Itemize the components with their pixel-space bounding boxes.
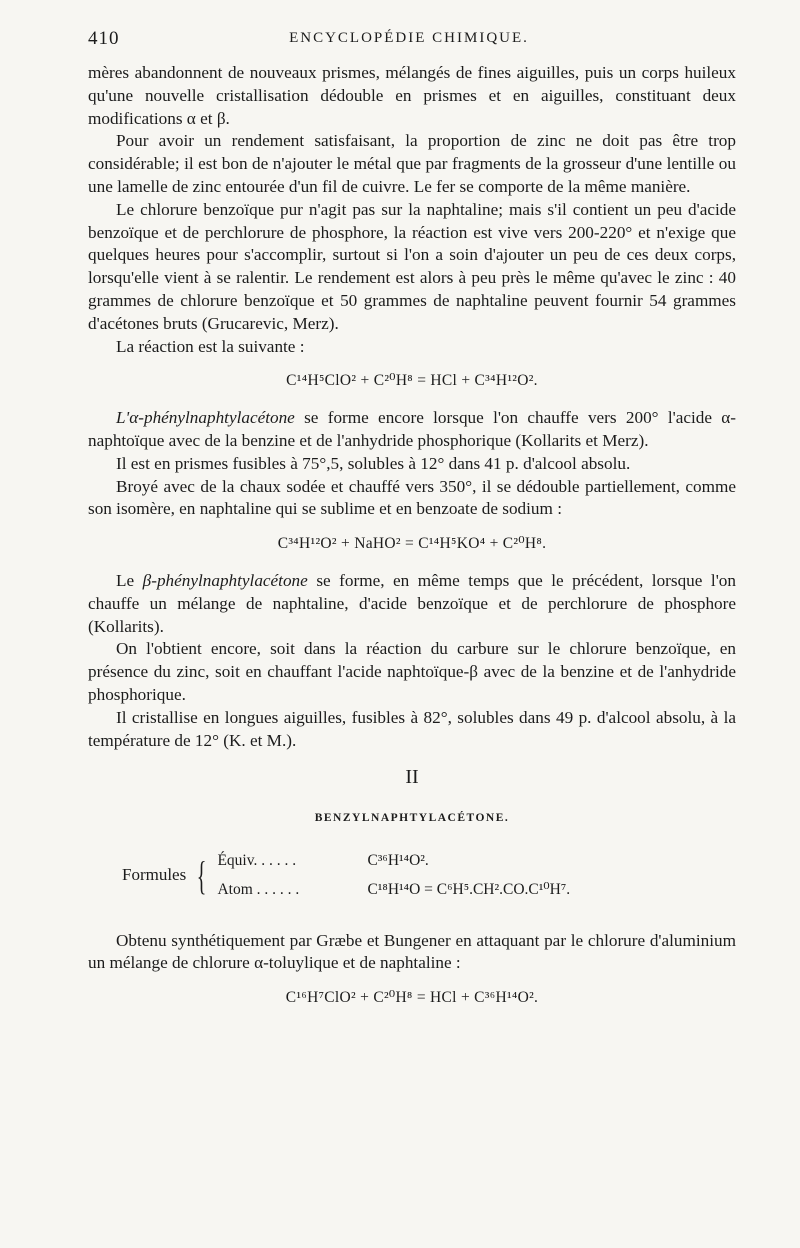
paragraph: La réaction est la suivante : (116, 336, 305, 356)
brace-glyph: { (197, 852, 207, 898)
paragraph (88, 407, 736, 453)
section-number: II (405, 766, 419, 789)
running-title: ENCYCLOPÉDIE CHIMIQUE. (289, 30, 529, 46)
paragraph: Il est en prismes fusibles à 75°,5, solubles à 12° dans 41 p. d'alcool absolu. (116, 453, 631, 473)
paragraph: Le chlorure benzoïque pur n'agit pas sur la naphtaline; mais s'il contient un peu d'acide benzoïque et de perchlorure de phosphore, la réaction est vive vers 200-220° et n'exige que quelques heures pour s'accomplir, surtout si l'on a soin d'ajouter un peu de ces deux corps, lorsqu'elle vient à se ralentir. Le rendement est alors à peu près le même qu'avec le zinc : 40 grammes de chlorure benzoïque et 50 grammes de naphtaline peuvent fournir 54 grammes d'acétones bruts (Grucarevic, Merz). (88, 199, 736, 333)
paragraph: Obtenu synthétiquement par Græbe et Bungener en attaquant par le chlorure d'aluminium un mélange de chlorure α-toluylique et de naphtaline : (88, 930, 736, 973)
compound-name: β-phénylnaphtylacétone (142, 570, 308, 590)
paragraph-text: Le (116, 570, 143, 590)
compound-name: L'α-phénylnaphtylacétone (116, 408, 295, 428)
paragraph: Broyé avec de la chaux sodée et chauffé vers 350°, il se dédouble partiellement, comme son isomère, en naphtaline qui se sublime et en benzoate de sodium : (88, 476, 736, 519)
paragraph: Il cristallise en longues aiguilles, fusibles à 82°, solubles dans 49 p. d'alcool absolu, à la température de 12° (K. et M.). (88, 707, 736, 750)
section-title: BENZYLNAPHTYLACÉTONE. (314, 812, 510, 825)
paragraph-text: se forme, en même temps que le précédent, lorsque l'on chauffe un mélange de naphtaline, d'acide benzoïque et de perchlorure de phosphore (Kollarits). (88, 570, 736, 636)
formulas-label: Formules (122, 865, 187, 885)
paragraph: mères abandonnent de nouveaux prismes, mélangés de fines aiguilles, puis un corps huileux qu'une nouvelle cristallisation dédouble en prismes et en aiguilles, constituant deux modifications α et β. (88, 63, 736, 128)
formula-value: C³⁶H¹⁴O². (367, 851, 429, 869)
page-body (88, 62, 736, 1024)
paragraph: On l'obtient encore, soit dans la réaction du carbure sur le chlorure benzoïque, en présence du zinc, soit en chauffant l'acide naphtoïque-β avec de la benzine et de l'anhydride phosphorique. (88, 639, 736, 704)
formula-row (217, 850, 570, 873)
paragraph: Pour avoir un rendement satisfaisant, la proportion de zinc ne doit pas être trop considérable; il est bon de n'ajouter le métal que par fragments de la grosseur d'une lentille ou une lamelle de zinc entourée d'un fil de cuivre. Le fer se comporte de la même manière. (88, 131, 736, 196)
formula-label: Atom . . . . . . (217, 880, 300, 898)
formula-value: C¹⁸H¹⁴O = C⁶H⁵.CH².CO.C¹⁰H⁷. (367, 880, 571, 898)
paragraph (88, 570, 736, 638)
formula-row (217, 879, 570, 902)
chemical-equation: C¹⁴H⁵ClO² + C²⁰H⁸ = HCl + C³⁴H¹²O². (286, 372, 538, 390)
paragraph-text: se forme encore lorsque l'on chauffe vers 200° l'acide α-naphtoïque avec de la benzine et de l'anhydride phosphorique (Kollarits et Merz). (88, 408, 736, 450)
formulas-block (122, 850, 736, 902)
formula-rows (217, 850, 570, 902)
chemical-equation: C³⁴H¹²O² + NaHO² = C¹⁴H⁵KO⁴ + C²⁰H⁸. (277, 535, 547, 553)
page-header (88, 28, 730, 54)
formula-label: Équiv. . . . . . (217, 851, 297, 869)
chemical-equation: C¹⁶H⁷ClO² + C²⁰H⁸ = HCl + C³⁶H¹⁴O². (285, 989, 539, 1007)
page-number: 410 (88, 28, 120, 49)
